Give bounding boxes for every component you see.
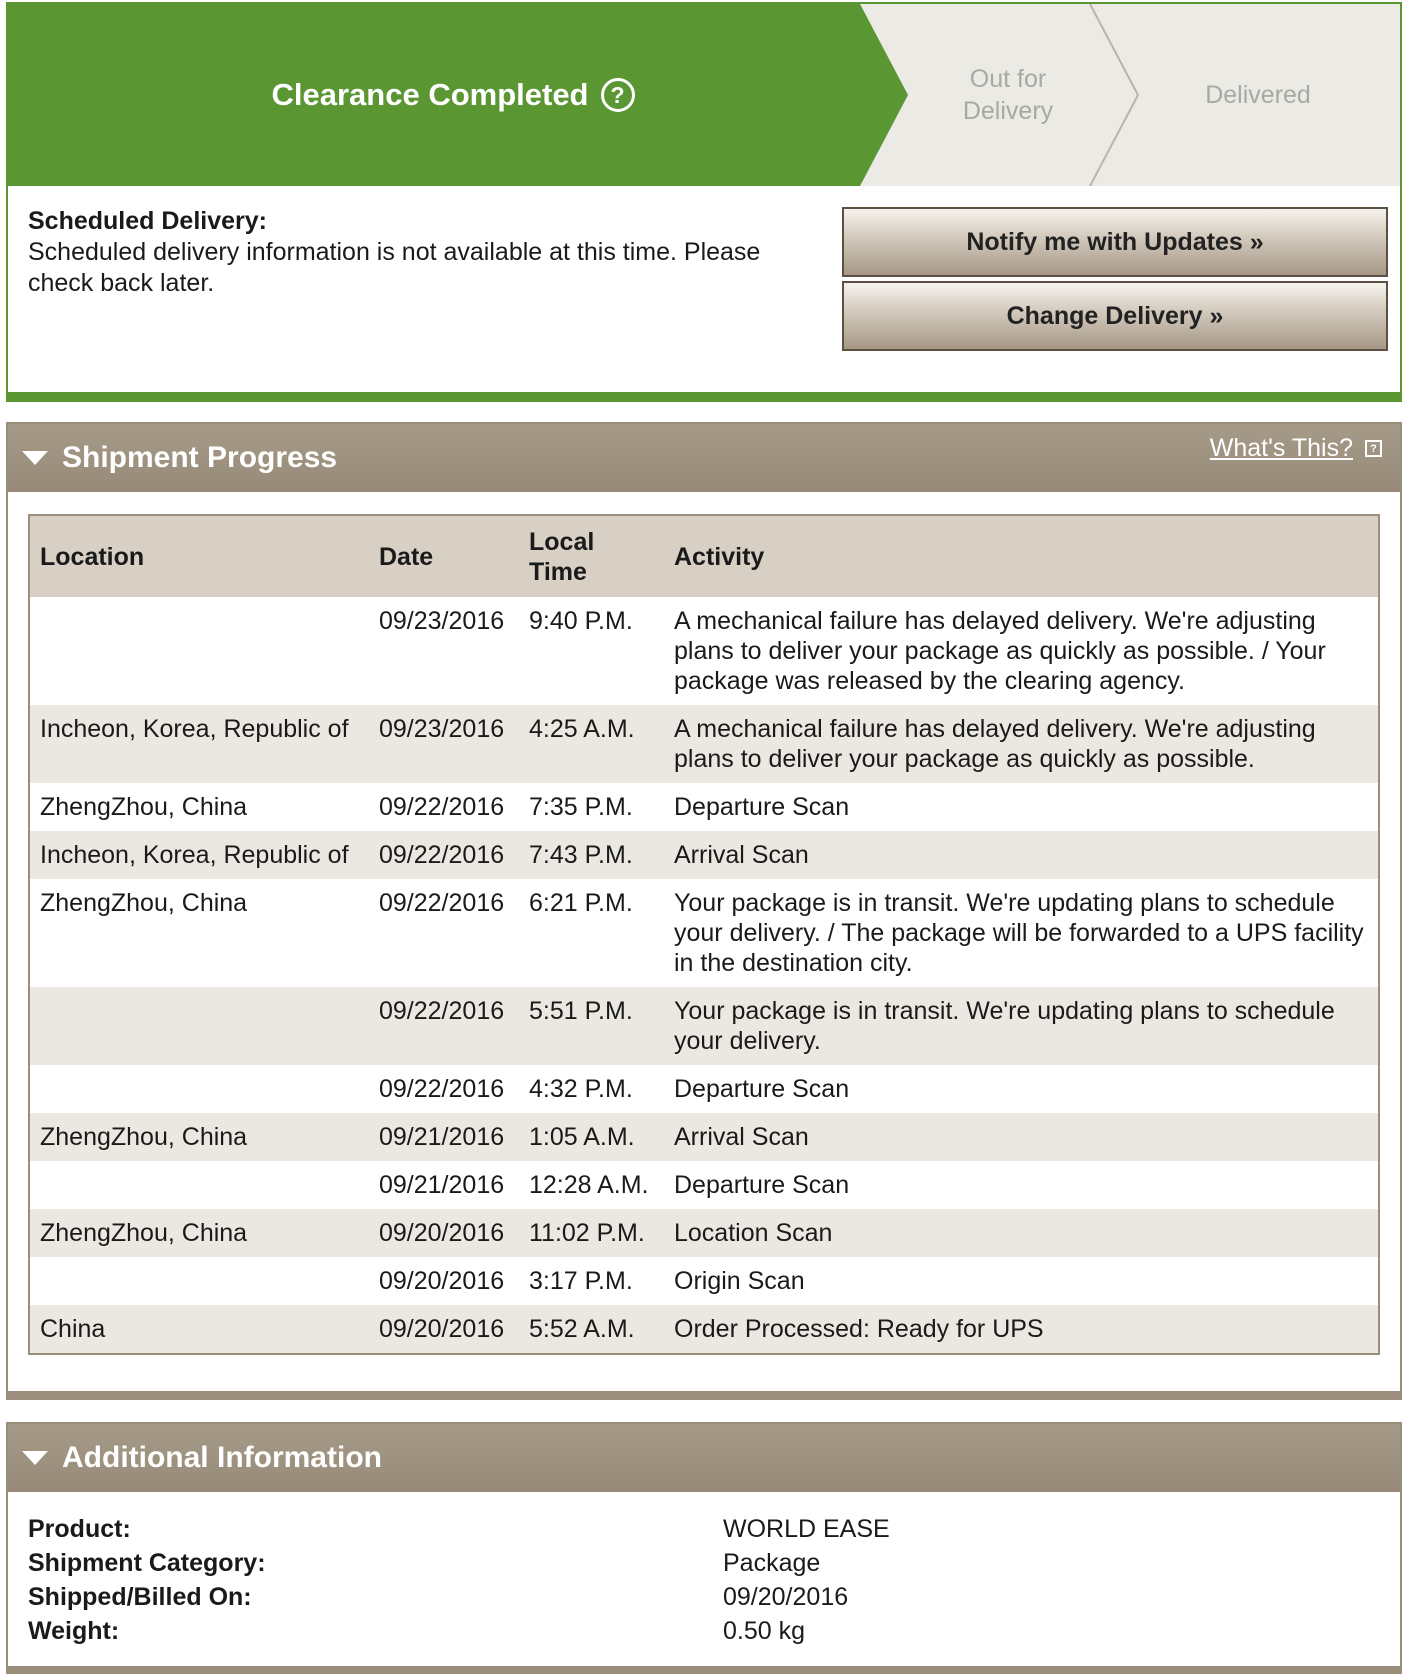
header-date: Date xyxy=(369,515,519,597)
cell-activity: Departure Scan xyxy=(674,1075,850,1103)
cell-location: Incheon, Korea, Republic of xyxy=(29,705,369,783)
cell-time: 7:35 P.M. xyxy=(529,793,633,821)
additional-information-list xyxy=(28,1512,890,1648)
cell-location: ZhengZhou, China xyxy=(29,1209,369,1257)
header-location: Location xyxy=(29,515,369,597)
step-out-for-delivery xyxy=(908,4,1108,186)
cell-location xyxy=(29,597,369,705)
status-box-bottom-bar xyxy=(6,392,1402,402)
info-value: WORLD EASE xyxy=(723,1515,890,1543)
additional-information-panel xyxy=(6,1422,1402,1674)
cell-activity: Origin Scan xyxy=(674,1267,805,1295)
cell-time: 4:25 A.M. xyxy=(519,705,664,783)
table-row xyxy=(29,879,1379,987)
whats-this-link[interactable]: What's This? xyxy=(1209,434,1353,462)
cell-activity: Departure Scan xyxy=(674,1171,850,1199)
cell-time: 4:32 P.M. xyxy=(529,1075,633,1103)
shipment-progress-title: Shipment Progress xyxy=(62,441,338,474)
table-row xyxy=(29,1209,1379,1257)
cell-activity: Departure Scan xyxy=(674,793,850,821)
shipment-progress-header[interactable] xyxy=(8,424,1400,492)
cell-location: ZhengZhou, China xyxy=(40,793,248,821)
info-key: Product: xyxy=(28,1515,131,1543)
cell-date: 09/23/2016 xyxy=(379,607,505,635)
cell-location: ZhengZhou, China xyxy=(29,1113,369,1161)
cell-date: 09/22/2016 xyxy=(369,987,519,1065)
cell-location xyxy=(29,1257,369,1305)
table-row xyxy=(29,705,1379,783)
step-out-for-delivery-label: Out for Delivery xyxy=(962,65,1054,125)
cell-date: 09/22/2016 xyxy=(379,889,505,917)
scheduled-delivery xyxy=(28,206,808,299)
cell-location xyxy=(29,1065,369,1113)
help-icon[interactable]: ? xyxy=(601,78,635,112)
cell-activity: Order Processed: Ready for UPS xyxy=(664,1305,1379,1354)
shipment-progress-panel xyxy=(6,422,1402,1400)
table-row xyxy=(29,1113,1379,1161)
cell-location xyxy=(29,987,369,1065)
cell-activity: Your package is in transit. We're updating plans to schedule your delivery. xyxy=(664,987,1379,1065)
cell-date: 09/21/2016 xyxy=(379,1171,505,1199)
shipment-progress-table xyxy=(28,514,1380,1355)
table-row xyxy=(29,597,1379,705)
cell-location: ZhengZhou, China xyxy=(40,889,248,917)
help-box-icon[interactable]: ? xyxy=(1365,440,1382,457)
table-row xyxy=(29,1065,1379,1113)
info-value: Package xyxy=(723,1549,821,1577)
cell-date: 09/23/2016 xyxy=(369,705,519,783)
whats-this xyxy=(1210,434,1382,463)
cell-time: 1:05 A.M. xyxy=(519,1113,664,1161)
info-key: Shipment Category: xyxy=(28,1549,266,1577)
info-panel-bottom-bar xyxy=(6,1666,1402,1674)
cell-date: 09/20/2016 xyxy=(379,1267,505,1295)
cell-date: 09/20/2016 xyxy=(369,1209,519,1257)
cell-date: 09/20/2016 xyxy=(369,1305,519,1354)
info-key: Weight: xyxy=(28,1617,120,1645)
table-row xyxy=(29,1305,1379,1354)
info-row xyxy=(28,1512,890,1546)
cell-location: China xyxy=(29,1305,369,1354)
cell-activity: Location Scan xyxy=(664,1209,1379,1257)
additional-information-header[interactable] xyxy=(8,1424,1400,1492)
header-local-time: Local Time xyxy=(519,515,664,597)
scheduled-delivery-label: Scheduled Delivery: xyxy=(28,207,267,235)
cell-activity: Your package is in transit. We're updating plans to schedule your delivery. / The package will be forwarded to a UPS facility in the destination city. xyxy=(674,889,1364,977)
delivery-status-box xyxy=(6,2,1402,400)
scheduled-delivery-text: Scheduled delivery information is not available at this time. Please check back later. xyxy=(28,238,761,297)
header-activity: Activity xyxy=(664,515,1379,597)
table-header-row xyxy=(29,515,1379,597)
step-delivered xyxy=(1148,4,1368,186)
step-delivered-label: Delivered xyxy=(1205,81,1311,109)
cell-date: 09/22/2016 xyxy=(379,1075,505,1103)
cell-date: 09/21/2016 xyxy=(369,1113,519,1161)
cell-time: 7:43 P.M. xyxy=(519,831,664,879)
step-clearance-completed xyxy=(8,4,898,186)
step-current-label: Clearance Completed xyxy=(271,77,589,112)
cell-time: 6:21 P.M. xyxy=(529,889,633,917)
table-row xyxy=(29,1257,1379,1305)
cell-activity: A mechanical failure has delayed delivery. We're adjusting plans to deliver your package as quickly as possible. / Your package was released by the clearing agency. xyxy=(674,607,1326,695)
table-row xyxy=(29,1161,1379,1209)
info-value: 0.50 kg xyxy=(723,1617,806,1645)
collapse-triangle-icon[interactable] xyxy=(22,451,48,465)
cell-activity: A mechanical failure has delayed delivery. We're adjusting plans to deliver your package as quickly as possible. xyxy=(664,705,1379,783)
notify-updates-button[interactable]: Notify me with Updates » xyxy=(842,207,1388,277)
progress-panel-bottom-bar xyxy=(6,1391,1402,1400)
cell-time: 5:52 A.M. xyxy=(519,1305,664,1354)
info-row xyxy=(28,1546,890,1580)
cell-time: 11:02 P.M. xyxy=(519,1209,664,1257)
cell-date: 09/22/2016 xyxy=(369,831,519,879)
cell-location: Incheon, Korea, Republic of xyxy=(29,831,369,879)
cell-activity: Arrival Scan xyxy=(664,1113,1379,1161)
table-row xyxy=(29,987,1379,1065)
info-value: 09/20/2016 xyxy=(723,1583,849,1611)
info-row xyxy=(28,1580,890,1614)
cell-time: 3:17 P.M. xyxy=(529,1267,633,1295)
table-row xyxy=(29,783,1379,831)
cell-time: 12:28 A.M. xyxy=(529,1171,649,1199)
additional-information-title: Additional Information xyxy=(62,1441,382,1474)
cell-time: 5:51 P.M. xyxy=(519,987,664,1065)
cell-activity: Arrival Scan xyxy=(664,831,1379,879)
cell-location xyxy=(29,1161,369,1209)
cell-date: 09/22/2016 xyxy=(379,793,505,821)
table-row xyxy=(29,831,1379,879)
info-key: Shipped/Billed On: xyxy=(28,1583,252,1611)
progress-steps xyxy=(8,4,1400,186)
collapse-triangle-icon[interactable] xyxy=(22,1451,48,1465)
info-row xyxy=(28,1614,890,1648)
change-delivery-button[interactable]: Change Delivery » xyxy=(842,281,1388,351)
cell-time: 9:40 P.M. xyxy=(529,607,633,635)
